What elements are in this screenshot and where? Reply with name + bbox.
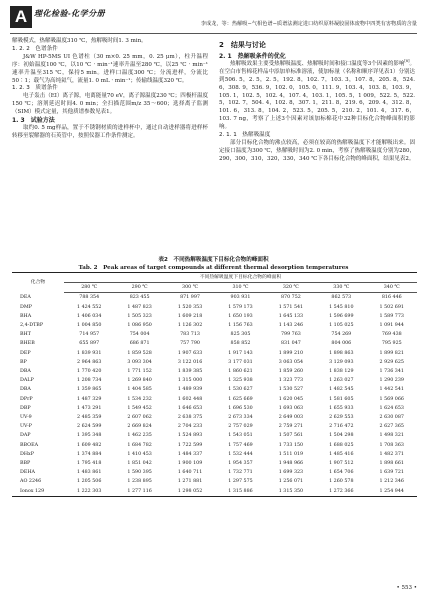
section-heading: 1. 2. 3 质谱条件: [12, 85, 58, 92]
peak-area-cell: 1 646 653: [177, 405, 203, 411]
peak-area-cell: 1 859 260: [278, 369, 304, 375]
peak-area-cell: 2 759 271: [278, 424, 304, 430]
table-caption-cn: 表2 不同热解吸温度下目标化合物的峰面积: [158, 257, 269, 263]
peak-area-cell: 1 315 000: [177, 378, 203, 384]
peak-area-cell: 1 208 734: [77, 378, 102, 384]
peak-area-cell: 1 511 019: [278, 451, 304, 457]
peak-area-cell: 1 482 545: [329, 387, 354, 393]
peak-area-cell: 1 520 353: [177, 304, 203, 310]
peak-area-cell: 757 790: [180, 341, 200, 347]
peak-area-cell: 1 693 063: [278, 405, 304, 411]
peak-area-cell: 1 907 512: [329, 461, 354, 467]
peak-area-cell: 1 655 933: [329, 405, 354, 411]
peak-area-cell: 1 524 893: [177, 433, 203, 439]
table-row: [12, 395, 417, 404]
peak-area-cell: 2 630 087: [379, 415, 404, 421]
peak-area-cell: 1 708 363: [379, 442, 404, 448]
peak-area-cell: 1 487 329: [77, 396, 102, 402]
peak-area-cell: 1 688 025: [329, 442, 354, 448]
peak-area-cell: 1 484 337: [177, 451, 203, 457]
peak-area-cell: 1 532 444: [228, 451, 253, 457]
peak-area-cell: 1 581 605: [329, 396, 354, 402]
peak-area-cell: 1 256 071: [278, 479, 304, 485]
peak-area-cell: 1 298 052: [165, 487, 215, 497]
peak-area-cell: 1 004 850: [77, 323, 102, 329]
peak-area-cell: 783 713: [180, 332, 200, 338]
peak-area-cell: 1 543 051: [228, 433, 253, 439]
peak-area-cell: 1 205 506: [77, 479, 102, 485]
table-row: [12, 487, 417, 497]
peak-area-cell: 3 177 031: [228, 359, 253, 365]
peak-area-cell: 1 609 482: [77, 442, 102, 448]
table-row: [12, 450, 417, 459]
compound-name-cell: BHEB: [20, 341, 35, 347]
peak-area-cell: 1 771 152: [127, 369, 152, 375]
compound-name-cell: DBA: [20, 387, 31, 393]
peak-area-cell: 1 899 821: [379, 350, 404, 356]
compound-name-cell: BP: [20, 359, 27, 365]
compound-header: 化合物: [12, 273, 64, 293]
peak-area-cell: 1 898 661: [379, 461, 404, 467]
peak-area-cell: 1 269 840: [127, 378, 152, 384]
peak-area-cell: 1 838 129: [329, 369, 354, 375]
journal-logo-mark: A: [10, 6, 32, 28]
temperature-header: 310 ℃: [215, 283, 265, 293]
peak-area-cell: 1 899 210: [278, 350, 304, 356]
peak-area-cell: 1 091 944: [379, 323, 404, 329]
table-row: [12, 303, 417, 312]
peak-area-cell: 2 607 062: [127, 415, 152, 421]
peak-area-cell: 2 649 003: [278, 415, 304, 421]
compound-name-cell: DBA: [20, 369, 31, 375]
peak-area-cell: 3 129 093: [329, 359, 354, 365]
table-row: [12, 321, 417, 330]
peak-area-cell: 1 323 773: [278, 378, 304, 384]
peak-area-cell: 1 404 585: [127, 387, 152, 393]
peak-area-cell: 1 238 895: [127, 479, 152, 485]
peak-area-cell: 831 047: [280, 341, 301, 347]
table-caption-en: Tab. 2 Peak areas of target compounds at different thermal desorption temperatures: [78, 265, 349, 271]
peak-area-cell: 1 733 150: [278, 442, 304, 448]
peak-area-cell: 1 602 448: [177, 396, 203, 402]
page-number: • 553 •: [396, 585, 417, 591]
temperature-header: 280 ℃: [64, 283, 114, 293]
temperature-header: 290 ℃: [114, 283, 164, 293]
peak-area-cell: 1 917 143: [228, 350, 253, 356]
peak-area-cell: 1 625 669: [228, 396, 253, 402]
peak-area-cell: 1 473 291: [77, 405, 102, 411]
section-heading: 1. 2. 2 色谱条件: [12, 45, 58, 52]
peak-area-cell: 2 704 233: [177, 424, 203, 430]
temperature-header: 340 ℃: [367, 283, 417, 293]
peak-area-cell: 1 684 782: [127, 442, 152, 448]
section-heading: 2. 1. 1 热解吸温度: [219, 132, 271, 139]
peak-area-cell: 1 395 348: [77, 433, 102, 439]
peak-area-cell: 1 907 633: [177, 350, 203, 356]
peak-area-cell: 871 997: [180, 295, 200, 301]
left-column: [12, 38, 208, 141]
peak-area-cell: 1 839 931: [77, 350, 102, 356]
peak-area-cell: 686 871: [129, 341, 150, 347]
table-row: [12, 385, 417, 394]
paragraph: 电子轰击（EI）离子源，电离能量70 eV，离子源温度230 ℃；四极杆温度150 ℃；溶剂延迟时间4. 0 min；全扫描范围m/z 35～600；选择离子监测（SIM）模式定量，其他质谱参数见表1。: [12, 93, 208, 116]
peak-area-cell: 1 640 711: [177, 470, 203, 476]
journal-logo-text: 理化检验-化学分册: [34, 9, 106, 18]
peak-area-cell: 870 752: [280, 295, 301, 301]
peak-area-cell: 1 589 773: [379, 313, 404, 319]
peak-area-cell: 1 482 371: [379, 451, 404, 457]
peak-area-cell: 1 487 823: [127, 304, 152, 310]
peak-area-cell: 1 609 218: [177, 313, 203, 319]
peak-area-table: [12, 272, 417, 497]
citation-ref: [8]: [404, 59, 410, 64]
peak-area-cell: 1 579 173: [228, 304, 253, 310]
peak-area-cell: 1 212 346: [379, 479, 404, 485]
peak-area-cell: 1 297 575: [228, 479, 253, 485]
temperature-header: 330 ℃: [316, 283, 366, 293]
table-row: [12, 459, 417, 468]
peak-area-cell: 1 505 323: [127, 313, 152, 319]
section-heading: 2 结果与讨论: [219, 41, 266, 49]
table-row: [12, 330, 417, 339]
paragraph: J&W HP-5MS UI 色谱柱（30 m×0. 25 mm，0. 25 μm），柱升温程序：初始温度100 ℃，以10 ℃ · min⁻¹速率升温至280 ℃，以25 ℃ · min⁻¹速率升温至315 ℃，保持5 min。进样口温度300 ℃；分流进样，分流比50∶1；载气为高纯氦气，流量1. 0 mL · min⁻¹；传输线温度320 ℃。: [12, 53, 208, 84]
peak-area-cell: 1 271 881: [177, 479, 203, 485]
peak-area-cell: 1 462 235: [127, 433, 152, 439]
table-row: [12, 349, 417, 358]
peak-area-cell: 1 315 350: [266, 487, 316, 497]
peak-area-cell: 1 571 541: [278, 304, 304, 310]
peak-area-cell: 862 573: [331, 295, 352, 301]
peak-area-cell: 1 795 418: [77, 461, 102, 467]
paragraph-text: 热解吸效果主要受热解吸温度、热解吸时间和接口温度等3个因素的影响: [230, 60, 405, 67]
compound-name-cell: Ionox 129: [12, 487, 64, 497]
peak-area-cell: 1 624 653: [379, 405, 404, 411]
peak-area-cell: 1 222 303: [64, 487, 114, 497]
paragraph: [219, 61, 415, 132]
peak-area-cell: 1 325 938: [228, 378, 253, 384]
peak-area-cell: 816 446: [381, 295, 402, 301]
peak-area-cell: 1 722 599: [177, 442, 203, 448]
peak-area-cell: 1 272 366: [316, 487, 366, 497]
peak-area-cell: 1 290 239: [379, 378, 404, 384]
peak-area-cell: 1 654 706: [329, 470, 354, 476]
peak-area-cell: 1 839 385: [177, 369, 203, 375]
peak-area-cell: 2 485 359: [77, 415, 102, 421]
table-row: [12, 404, 417, 413]
compound-name-cell: UV-P: [20, 424, 32, 430]
paragraph-text: 。在空白市售棉花样品中添加单标准溶液，使加标量（名称和顺序详见表1）分别达到506. 5，2. 5，2. 5，192. 8，102. 7，103. 3，107. 8，205. 8，524. 6，308. 9，536. 9，102. 0，105. 0，111. 9，103. 4，103. 8，103. 9，105. 1，102. 5，102. 4，107. 4，103. 1，105. 5，1 009，522. 5，522. 5，102. 7，504. 4，102. 8，307. 1，211. 8，219. 6，209. 4，312. 8，101. 6，313. 8，104. 2，523. 5，205. 5，210. 2，101. 4，317. 6，103. 7 ng，考察了上述3个因素对该加标棉花中32种目标化合物峰面积的影响。: [219, 60, 416, 131]
peak-area-cell: 1 639 721: [379, 470, 404, 476]
paragraph: 解吸模式，热解吸温度310 ℃，热解吸时间1. 3 min。: [12, 38, 147, 44]
peak-area-cell: 2 673 334: [228, 415, 253, 421]
peak-area-cell: 1 954 357: [228, 461, 253, 467]
peak-area-cell: 1 859 528: [127, 350, 152, 356]
table-row: [12, 413, 417, 422]
peak-area-cell: 1 410 453: [127, 451, 152, 457]
peak-area-cell: 1 254 944: [367, 487, 417, 497]
table-row: [12, 468, 417, 477]
peak-area-cell: 714 957: [79, 332, 100, 338]
peak-area-cell: 903 931: [230, 295, 251, 301]
peak-area-cell: 3 122 016: [177, 359, 203, 365]
peak-area-cell: 1 504 298: [329, 433, 354, 439]
compound-name-cell: DMP: [20, 304, 32, 310]
table-row: [12, 431, 417, 440]
right-column: [219, 38, 415, 164]
peak-area-cell: 1 406 034: [77, 313, 102, 319]
peak-area-cell: 1 374 884: [77, 451, 102, 457]
compound-name-cell: DHxP: [20, 451, 34, 457]
peak-area-cell: 2 627 365: [379, 424, 404, 430]
peak-area-cell: 1 699 323: [278, 470, 304, 476]
compound-name-cell: DEHA: [20, 470, 35, 476]
peak-area-cell: 769 438: [381, 332, 402, 338]
peak-area-cell: 1 534 232: [127, 396, 152, 402]
peak-area-cell: 1 736 341: [379, 369, 404, 375]
running-title: 李成龙，等：热解吸−气相色谱−质谱法测定进口纺织原料凝胶固体废物中四类有害物质的含量: [200, 21, 417, 27]
peak-area-cell: 3 063 054: [278, 359, 304, 365]
paragraph: 部分目标化合物的沸点较高，必须在较高的热解吸温度下才能解吸出来。固定接口温度为300 ℃，热解吸时间为2. 0 min，考察了热解吸温度分别为280，290，300，310，320，330，340 ℃下各目标化合物的峰面积，结果见表2。: [219, 139, 415, 162]
compound-name-cell: AO 2246: [20, 479, 42, 485]
header-rule: [10, 33, 417, 34]
peak-area-cell: 2 638 375: [177, 415, 203, 421]
table-row: [12, 422, 417, 431]
table-row: [12, 293, 417, 303]
compound-name-cell: DEA: [20, 295, 31, 301]
compound-name-cell: DALP: [20, 378, 34, 384]
peak-area-cell: 1 650 193: [228, 313, 253, 319]
peak-area-cell: 1 948 966: [278, 461, 304, 467]
peak-area-cell: 1 620 045: [278, 396, 304, 402]
peak-area-cell: 804 006: [331, 341, 352, 347]
peak-area-cell: 1 530 527: [278, 387, 304, 393]
compound-name-cell: BHA: [20, 313, 32, 319]
peak-area-cell: 823 455: [129, 295, 150, 301]
peak-area-cell: 788 354: [79, 295, 100, 301]
compound-name-cell: DPrP: [20, 396, 33, 402]
compound-name-cell: DBP: [20, 405, 31, 411]
compound-name-cell: BBP: [20, 461, 31, 467]
section-heading: 2. 1 热解吸条件的优化: [219, 53, 286, 60]
peak-area-cell: 1 696 530: [228, 405, 253, 411]
peak-area-cell: 1 143 246: [278, 323, 304, 329]
peak-area-cell: 1 851 042: [127, 461, 152, 467]
paragraph: 取约0. 5 mg样品，置于不锈钢材质的进样杯中，通过自动进样器将进样杯转移至裂解器的石英管中，按照仪器工作条件测定。: [12, 124, 208, 139]
peak-area-cell: 795 925: [381, 341, 402, 347]
page-header: [10, 6, 417, 32]
peak-area-cell: 1 770 420: [77, 369, 102, 375]
peak-area-cell: 655 897: [79, 341, 100, 347]
peak-area-cell: 1 126 302: [177, 323, 203, 329]
peak-area-cell: 1 156 763: [228, 323, 253, 329]
peak-area-cell: 2 964 863: [77, 359, 102, 365]
peak-area-cell: 858 852: [230, 341, 251, 347]
peak-area-cell: 1 757 469: [228, 442, 253, 448]
peak-area-cell: 2 629 553: [329, 415, 354, 421]
peak-area-cell: 1 549 452: [127, 405, 152, 411]
compound-name-cell: DEP: [20, 350, 31, 356]
peak-area-cell: 1 502 691: [379, 304, 404, 310]
peak-area-cell: 1 315 886: [215, 487, 265, 497]
peak-area-cell: 1 086 950: [127, 323, 152, 329]
peak-area-cell: 1 530 627: [228, 387, 253, 393]
peak-area-cell: 1 359 865: [77, 387, 102, 393]
peak-area-cell: 1 263 027: [329, 378, 354, 384]
peak-area-cell: 754 269: [331, 332, 352, 338]
peak-area-cell: 754 004: [129, 332, 150, 338]
compound-name-cell: BHT: [20, 332, 31, 338]
section-heading: 1. 3 试验方法: [12, 117, 55, 125]
peak-area-cell: 1 569 066: [379, 396, 404, 402]
peak-area-cell: 2 716 472: [329, 424, 354, 430]
peak-area-cell: 2 929 625: [379, 359, 404, 365]
table-row: [12, 312, 417, 321]
compound-name-cell: 2,4-DTBP: [20, 323, 44, 329]
peak-area-cell: 1 900 109: [177, 461, 203, 467]
peak-area-cell: 1 489 939: [177, 387, 203, 393]
peak-area-cell: 2 624 599: [77, 424, 102, 430]
peak-area-cell: 1 590 395: [127, 470, 152, 476]
temperature-header: 300 ℃: [165, 283, 215, 293]
compound-name-cell: UV-9: [20, 415, 32, 421]
peak-area-cell: 1 596 699: [329, 313, 354, 319]
peak-area-cell: 1 498 321: [379, 433, 404, 439]
peak-area-cell: 2 757 029: [228, 424, 253, 430]
peak-area-cell: 799 763: [280, 332, 301, 338]
temperature-span-header: 不同热解吸温度下目标化合物的峰面积: [64, 273, 417, 283]
table-row: [12, 376, 417, 385]
peak-area-cell: 1 260 578: [329, 479, 354, 485]
compound-name-cell: BBOEA: [20, 442, 39, 448]
peak-area-cell: 1 645 133: [278, 313, 304, 319]
temperature-header: 320 ℃: [266, 283, 316, 293]
compound-name-cell: DAP: [20, 433, 31, 439]
table-row: [12, 477, 417, 486]
peak-area-cell: 1 485 416: [329, 451, 354, 457]
table-row: [12, 441, 417, 450]
peak-area-cell: 1 424 552: [77, 304, 102, 310]
peak-area-cell: 1 442 541: [379, 387, 404, 393]
table-row: [12, 339, 417, 348]
peak-area-cell: 1 507 561: [278, 433, 304, 439]
peak-area-cell: 1 105 025: [329, 323, 354, 329]
peak-area-cell: 3 093 304: [127, 359, 152, 365]
peak-area-cell: 2 669 824: [127, 424, 152, 430]
peak-area-cell: 825 305: [230, 332, 251, 338]
peak-area-cell: 1 898 863: [329, 350, 354, 356]
table-row: [12, 367, 417, 376]
peak-area-cell: 1 483 861: [77, 470, 102, 476]
table-row: [12, 358, 417, 367]
peak-area-cell: 1 732 771: [228, 470, 253, 476]
peak-area-cell: 1 277 116: [114, 487, 164, 497]
peak-area-cell: 1 860 621: [228, 369, 253, 375]
peak-area-cell: 1 545 810: [329, 304, 354, 310]
